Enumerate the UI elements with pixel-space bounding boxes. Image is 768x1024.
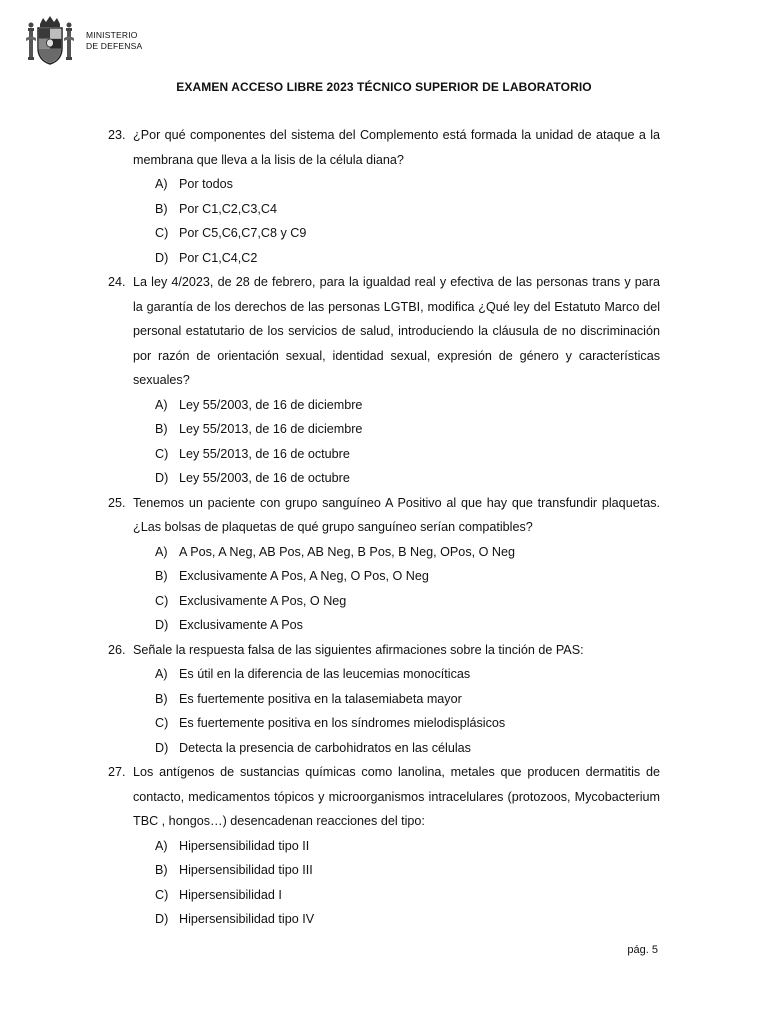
option-a: [133, 172, 660, 197]
option-text: Detecta la presencia de carbohidratos en las células: [179, 740, 471, 755]
exam-title: EXAMEN ACCESO LIBRE 2023 TÉCNICO SUPERIOR DE LABORATORIO: [176, 80, 592, 94]
ministry-name: [86, 30, 142, 52]
ministry-line-2: DE DEFENSA: [86, 41, 143, 51]
option-letter: C): [155, 593, 169, 608]
question-23: [108, 123, 660, 270]
option-text: Por todos: [179, 177, 233, 191]
option-c: [133, 589, 660, 614]
option-text: Hipersensibilidad tipo II: [179, 838, 310, 853]
option-a: [133, 540, 660, 565]
option-b: [133, 858, 660, 883]
option-letter: C): [155, 716, 169, 730]
option-text: Ley 55/2003, de 16 de diciembre: [179, 397, 363, 412]
option-b: [133, 687, 660, 712]
option-text: Exclusivamente A Pos, A Neg, O Pos, O Neg: [179, 569, 429, 583]
option-letter: D): [155, 471, 169, 485]
question-text: La ley 4/2023, de 28 de febrero, para la igualdad real y efectiva de las personas trans y para la garantía de los derechos de las personas LGTBI, modifica ¿Qué ley del Estatuto Marco del personal estatutario de los servicios de salud, introduciendo la cláusula de no discriminación por razón de orientación sexual, identidad sexual, expresión de género y características sexuales?: [133, 275, 660, 387]
option-letter: D): [155, 912, 169, 926]
option-a: [133, 662, 660, 687]
option-d: [133, 246, 660, 271]
option-text: Por C1,C2,C3,C4: [179, 201, 277, 216]
option-letter: C): [155, 226, 169, 240]
option-letter: B): [155, 863, 168, 877]
ministry-line-1: MINISTERIO: [86, 30, 138, 40]
option-list: [133, 834, 660, 932]
option-a: [133, 834, 660, 859]
option-text: Hipersensibilidad I: [179, 887, 282, 902]
option-letter: A): [155, 544, 168, 559]
option-letter: D): [155, 618, 169, 632]
question-24: [108, 270, 660, 491]
option-b: [133, 564, 660, 589]
option-c: [133, 883, 660, 908]
option-letter: B): [155, 422, 168, 436]
option-list: [133, 662, 660, 760]
question-26: [108, 638, 660, 761]
option-d: [133, 613, 660, 638]
option-letter: B): [155, 691, 168, 706]
question-text: Tenemos un paciente con grupo sanguíneo A Positivo al que hay que transfundir plaquetas. ¿Las bolsas de plaquetas de qué grupo sanguíneo serían compatibles?: [133, 495, 660, 534]
option-text: Exclusivamente A Pos: [179, 618, 303, 632]
option-letter: C): [155, 887, 169, 902]
option-c: [133, 711, 660, 736]
option-text: Es útil en la diferencia de las leucemias monocíticas: [179, 667, 471, 681]
option-d: [133, 736, 660, 761]
option-letter: A): [155, 397, 168, 412]
coat-of-arms-icon: [24, 14, 76, 66]
option-d: [133, 466, 660, 491]
document-header: [24, 14, 142, 66]
question-text: ¿Por qué componentes del sistema del Complemento está formada la unidad de ataque a la membrana que lleva a la lisis de la célula diana?: [133, 128, 660, 167]
option-letter: D): [155, 250, 169, 265]
option-d: [133, 907, 660, 932]
option-b: [133, 197, 660, 222]
option-a: [133, 393, 660, 418]
question-number: 24.: [108, 275, 126, 289]
option-letter: B): [155, 569, 168, 583]
question-number: 23.: [108, 128, 126, 142]
question-number: 27.: [108, 765, 126, 779]
option-letter: A): [155, 667, 168, 681]
question-text: Los antígenos de sustancias químicas como lanolina, metales que producen dermatitis de contacto, medicamentos tópicos y microorganismos intracelulares (protozoos, Mycobacterium TBC , hongos…) desencadenan reacciones del tipo:: [133, 765, 660, 828]
option-text: Ley 55/2003, de 16 de octubre: [179, 471, 350, 485]
page-number: pág. 5: [627, 944, 658, 956]
option-text: Es fuertemente positiva en la talasemiabeta mayor: [179, 691, 462, 706]
option-b: [133, 417, 660, 442]
option-c: [133, 221, 660, 246]
question-number: 25.: [108, 495, 126, 510]
option-text: Hipersensibilidad tipo III: [179, 863, 313, 877]
option-list: [133, 393, 660, 491]
option-text: Ley 55/2013, de 16 de diciembre: [179, 422, 363, 436]
question-25: [108, 491, 660, 638]
option-list: [133, 172, 660, 270]
option-text: Ley 55/2013, de 16 de octubre: [179, 446, 350, 461]
option-text: Por C1,C4,C2: [179, 250, 258, 265]
option-text: Exclusivamente A Pos, O Neg: [179, 593, 347, 608]
option-letter: B): [155, 201, 168, 216]
option-text: A Pos, A Neg, AB Pos, AB Neg, B Pos, B Neg, OPos, O Neg: [179, 544, 516, 559]
option-text: Hipersensibilidad tipo IV: [179, 912, 315, 926]
question-27: [108, 760, 660, 932]
option-text: Es fuertemente positiva en los síndromes mielodisplásicos: [179, 716, 506, 730]
option-letter: C): [155, 446, 169, 461]
question-number: 26.: [108, 642, 126, 657]
question-list: [108, 123, 660, 932]
question-text: Señale la respuesta falsa de las siguientes afirmaciones sobre la tinción de PAS:: [133, 642, 584, 657]
option-letter: A): [155, 838, 168, 853]
option-letter: D): [155, 740, 169, 755]
option-list: [133, 540, 660, 638]
option-c: [133, 442, 660, 467]
option-letter: A): [155, 177, 168, 191]
option-text: Por C5,C6,C7,C8 y C9: [179, 226, 307, 240]
